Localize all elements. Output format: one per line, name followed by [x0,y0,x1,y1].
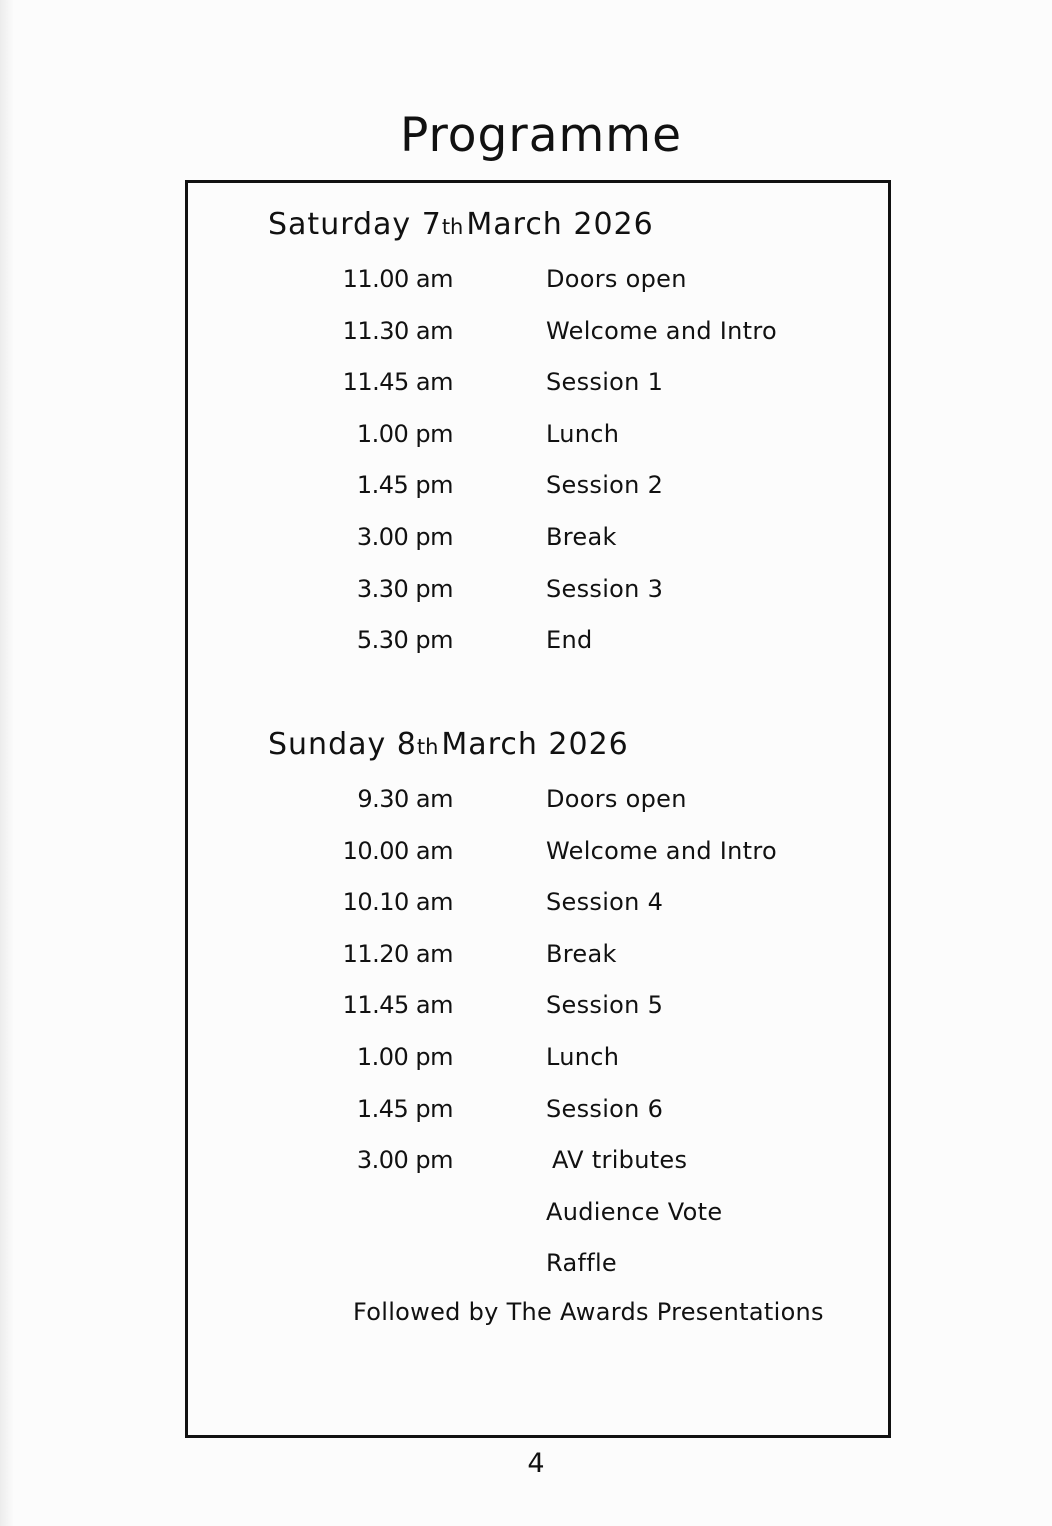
schedule-row [188,1041,888,1093]
schedule-time: 11.30 am [342,316,453,345]
schedule-event: Session 1 [546,368,664,397]
schedule-time: 10.10 am [342,888,453,917]
schedule-event: Doors open [546,785,687,813]
schedule-row [188,938,888,990]
schedule-time: 11.00 am [342,265,453,293]
programme-frame [185,180,891,1438]
schedule-time: 1.00 pm [356,419,453,448]
schedule-event: Audience Vote [546,1197,723,1226]
schedule-event: Session 3 [546,574,664,603]
schedule-event: Welcome and Intro [546,316,778,345]
schedule-time: 1.45 pm [356,471,453,500]
schedule-sunday [188,783,888,1299]
schedule-row [188,624,888,676]
schedule-event: Welcome and Intro [546,836,778,865]
schedule-event: AV tributes [552,1146,688,1175]
day-heading-prefix: Sunday 8 [268,727,417,762]
schedule-time: 1.45 pm [356,1094,453,1123]
schedule-row [188,573,888,625]
schedule-row [188,315,888,367]
schedule-row [188,1144,888,1196]
schedule-row [188,1196,888,1248]
schedule-time: 3.30 pm [356,574,453,603]
schedule-row [188,366,888,418]
schedule-time: 11.45 am [342,368,453,397]
schedule-event: Session 6 [546,1094,664,1123]
schedule-event: Break [546,939,617,968]
schedule-event: Lunch [546,419,620,448]
page-edge-shadow [0,0,14,1526]
day-heading-rest: March 2026 [466,207,654,242]
awards-note: Followed by The Awards Presentations [353,1298,824,1326]
schedule-time: 5.30 pm [356,626,453,655]
schedule-time: 3.00 pm [356,522,453,551]
schedule-row [188,1093,888,1145]
schedule-row [188,1247,888,1299]
schedule-event: End [546,626,593,655]
schedule-time: 11.20 am [342,939,453,968]
schedule-event: Doors open [546,265,687,293]
schedule-time: 1.00 pm [356,1042,453,1071]
schedule-row [188,263,888,315]
schedule-row [188,886,888,938]
schedule-event: Session 4 [546,888,664,917]
schedule-time: 11.45 am [342,991,453,1020]
schedule-row [188,835,888,887]
day-heading-sunday [268,725,629,767]
schedule-time: 9.30 am [357,785,453,813]
page-number: 4 [527,1448,545,1479]
schedule-row [188,989,888,1041]
day-heading-ordinal: th [416,735,439,759]
schedule-event: Raffle [546,1249,617,1278]
schedule-saturday [188,263,888,676]
schedule-row [188,469,888,521]
page-title: Programme [399,108,682,163]
schedule-event: Lunch [546,1042,620,1071]
schedule-row [188,418,888,470]
day-heading-saturday [268,205,654,247]
schedule-time: 10.00 am [342,836,453,865]
day-heading-rest: March 2026 [441,727,629,762]
schedule-event: Break [546,522,617,551]
schedule-row [188,521,888,573]
schedule-event: Session 2 [546,471,664,500]
schedule-row [188,783,888,835]
schedule-time: 3.00 pm [356,1146,453,1175]
day-heading-prefix: Saturday 7 [268,207,442,242]
schedule-event: Session 5 [546,991,664,1020]
day-heading-ordinal: th [441,215,464,239]
